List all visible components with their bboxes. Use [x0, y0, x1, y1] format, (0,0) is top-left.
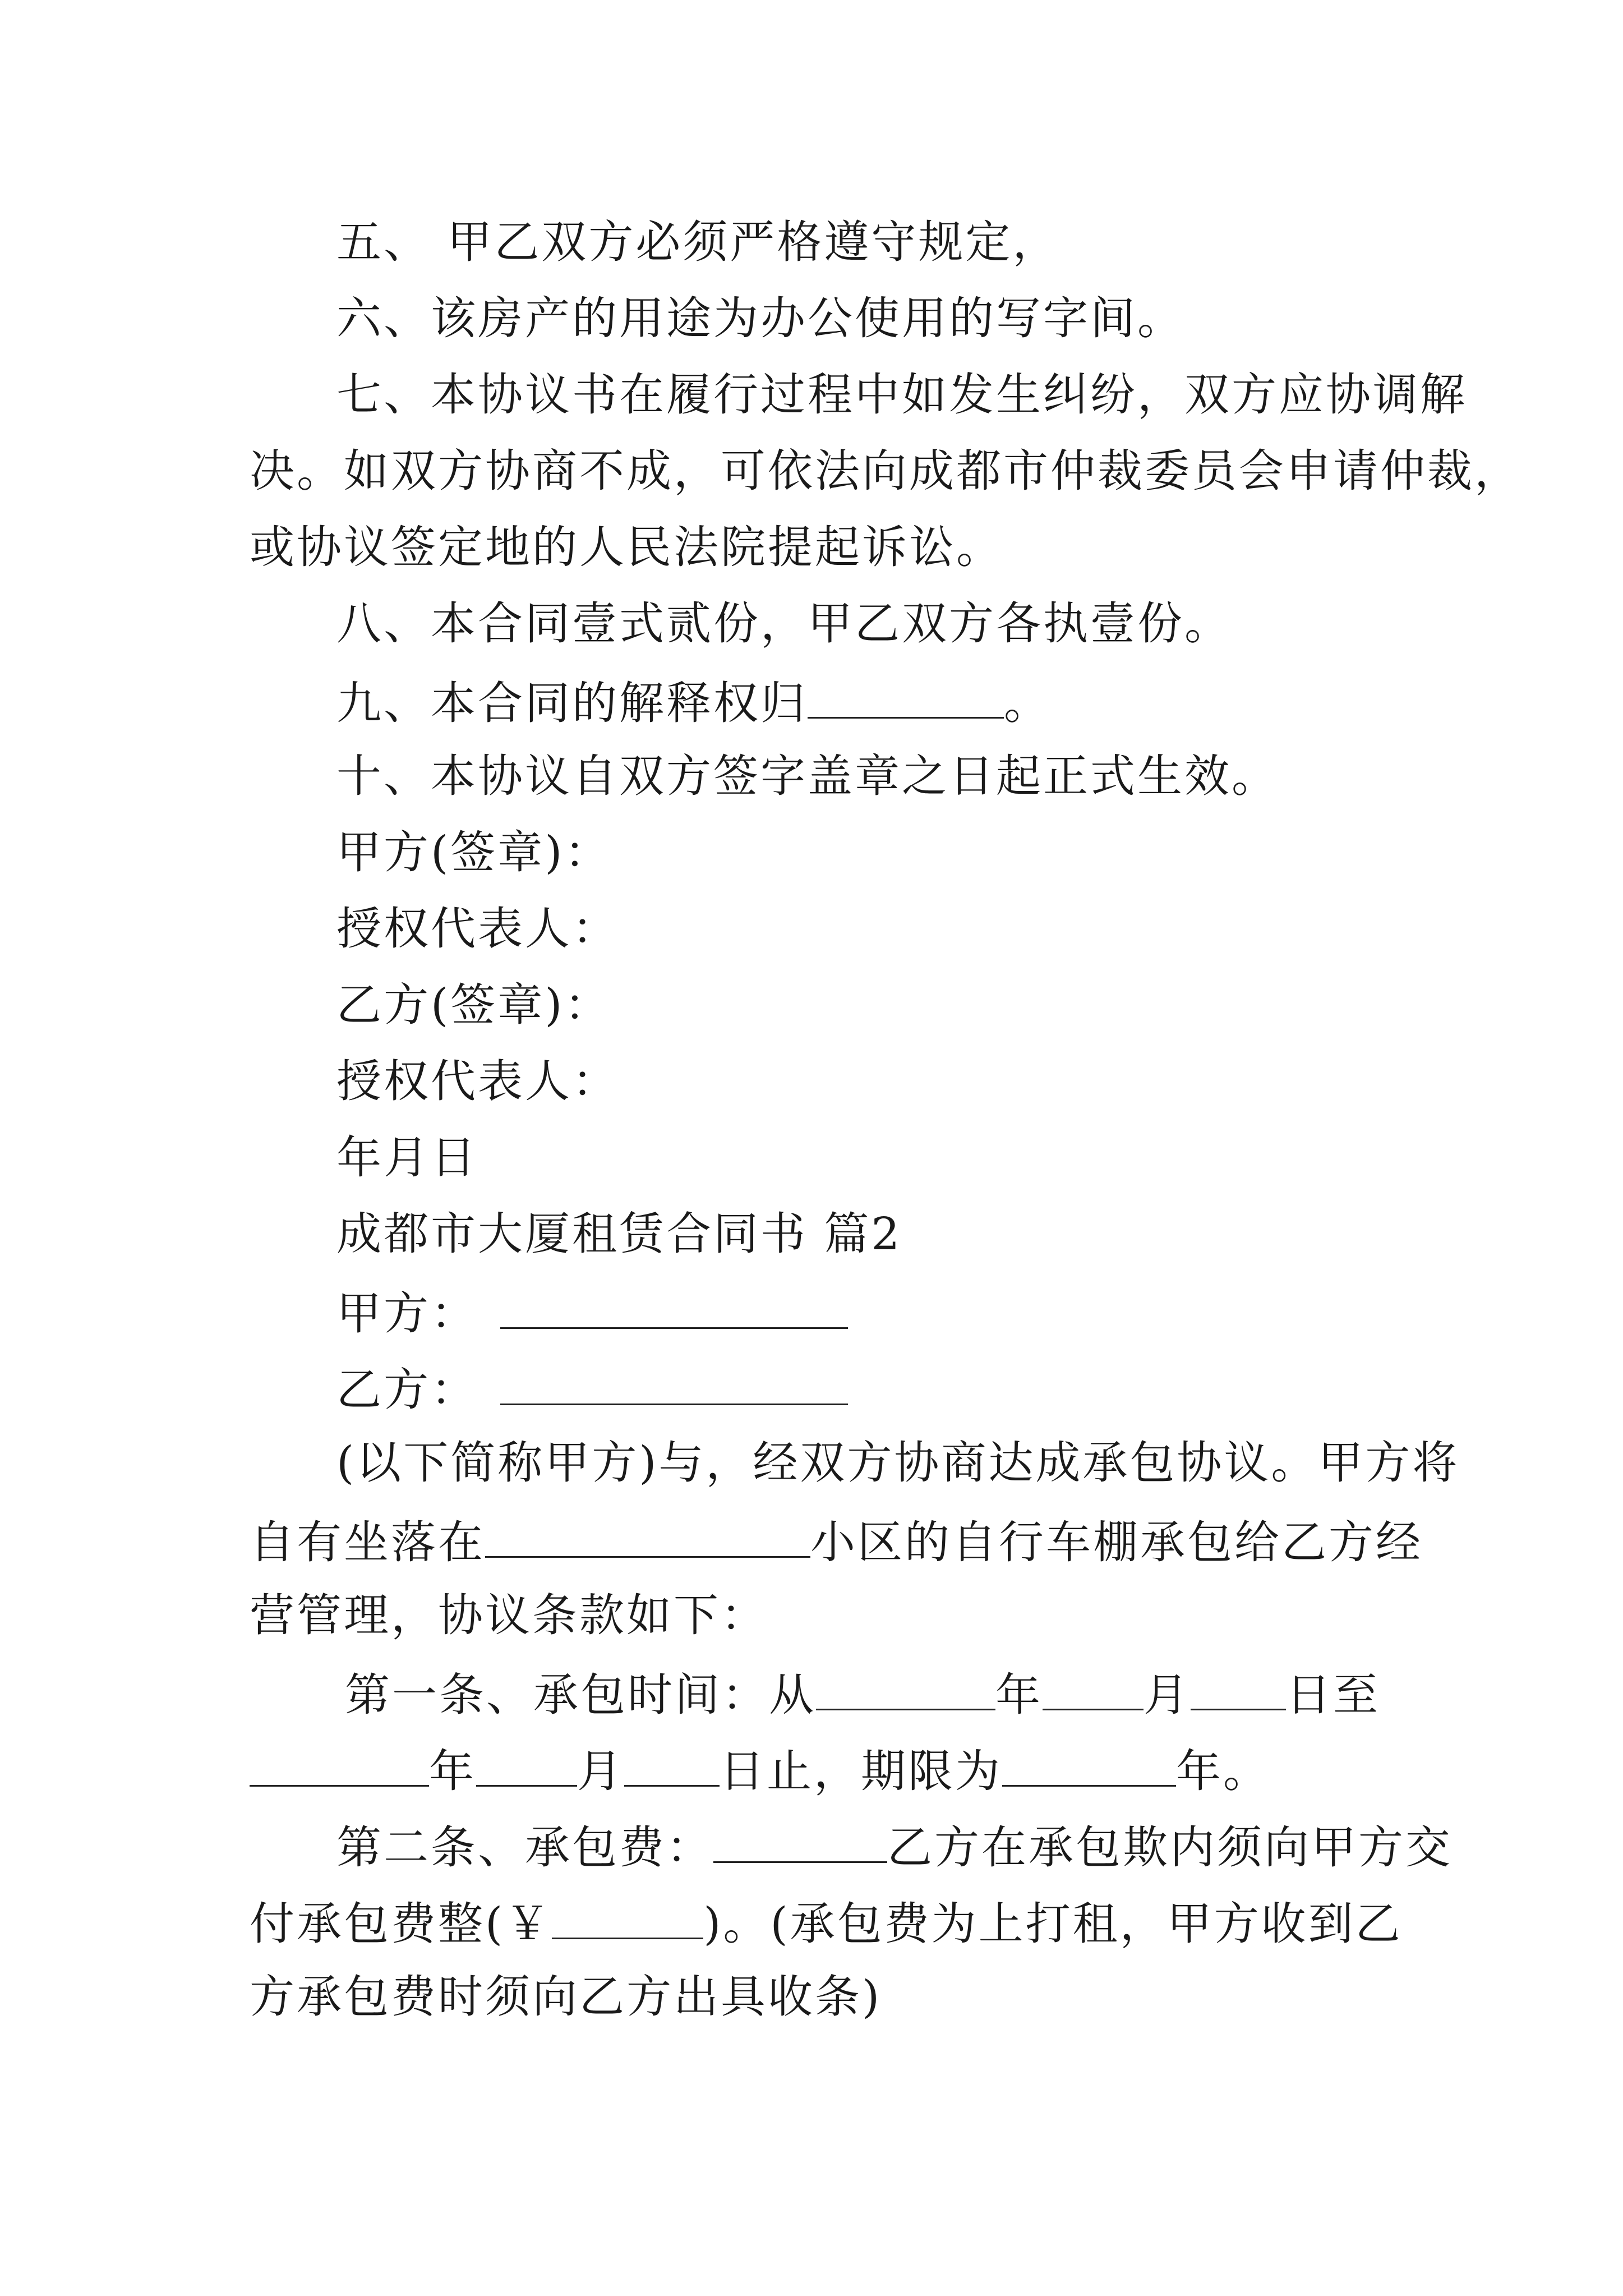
end-month-blank — [476, 1746, 577, 1787]
agreement-text-2a: 自有坐落在 — [250, 1516, 485, 1568]
article-2-line-2 — [250, 1898, 1403, 1950]
article-1-end-text: 日止，期限为 — [720, 1745, 1002, 1797]
start-year-blank — [816, 1669, 995, 1710]
article-1-day-label: 日至 — [1286, 1669, 1380, 1721]
end-day-blank — [624, 1746, 720, 1787]
party-b-blank — [500, 1364, 848, 1405]
clause-9 — [336, 677, 1051, 729]
agreement-line-1 — [336, 1437, 1460, 1489]
agreement-line-3 — [250, 1589, 768, 1641]
party-a-representative-label: 授权代表人： — [336, 903, 619, 955]
article-1-month-label: 月 — [1144, 1669, 1191, 1721]
party-b-representative — [336, 1055, 619, 1107]
article-1-line-2 — [250, 1745, 1270, 1797]
clause-10 — [336, 750, 1279, 802]
clause-9-end: 。 — [1004, 677, 1051, 729]
clause-8 — [336, 597, 1232, 650]
article-2-text-b: 乙方在承包欺内须向甲方交 — [887, 1821, 1453, 1874]
article-1-end-month-label: 月 — [577, 1745, 624, 1797]
party-a-line — [336, 1287, 848, 1340]
clause-6 — [336, 292, 1184, 344]
article-1-line-1 — [345, 1669, 1380, 1721]
article-2-text-e: 方承包费时须向乙方出具收条) — [250, 1971, 882, 2023]
clause-5 — [336, 216, 1060, 268]
article-2-text-a: 第二条、承包费： — [336, 1821, 713, 1874]
party-b-signature — [336, 979, 612, 1031]
fee-blank — [713, 1822, 887, 1863]
agreement-text-3: 营管理，协议条款如下： — [250, 1589, 768, 1641]
party-a-blank — [500, 1288, 848, 1329]
section-heading — [336, 1208, 902, 1260]
party-b-label: 乙方： — [336, 1364, 478, 1416]
interpretation-blank — [808, 678, 1004, 719]
party-b-signature-label: 乙方(签章)： — [336, 979, 612, 1031]
party-a-representative — [336, 903, 619, 955]
clause-7-text-2: 决。如双方协商不成，可依法向成都市仲裁委员会申请仲裁， — [250, 445, 1521, 497]
clause-7-line-1 — [336, 369, 1467, 421]
party-a-signature — [336, 826, 612, 878]
clause-5-text: 五、 甲乙双方必须严格遵守规定， — [336, 216, 1060, 268]
party-b-representative-label: 授权代表人： — [336, 1055, 619, 1107]
clause-8-text: 八、本合同壹式贰份，甲乙双方各执壹份。 — [336, 597, 1232, 650]
section-heading-text: 成都市大厦租赁合同书 篇2 — [336, 1208, 902, 1260]
agreement-line-2 — [250, 1516, 1423, 1568]
article-1-term-label: 年。 — [1176, 1745, 1270, 1797]
clause-10-text: 十、本协议自双方签字盖章之日起正式生效。 — [336, 750, 1279, 802]
clause-9-text: 九、本合同的解释权归 — [336, 677, 808, 729]
article-1-year-label: 年 — [995, 1669, 1043, 1721]
article-2-text-d: )。(承包费为上打租，甲方收到乙 — [703, 1898, 1403, 1950]
end-year-blank — [250, 1746, 429, 1787]
party-a-label: 甲方： — [336, 1287, 478, 1340]
location-blank — [485, 1517, 810, 1558]
clause-7-line-3 — [250, 521, 1003, 573]
clause-7-text-3: 或协议签定地的人民法院提起诉讼。 — [250, 521, 1003, 573]
party-a-signature-label: 甲方(签章)： — [336, 826, 612, 878]
article-2-line-3 — [250, 1971, 882, 2023]
fee-amount-blank — [552, 1898, 703, 1939]
date-label: 年月日 — [336, 1131, 478, 1184]
start-month-blank — [1043, 1669, 1144, 1710]
article-2-line-1 — [336, 1821, 1453, 1874]
article-1-text-a: 第一条、承包时间：从 — [345, 1669, 816, 1721]
start-day-blank — [1191, 1669, 1286, 1710]
clause-7-text-1: 七、本协议书在履行过程中如发生纠纷，双方应协调解 — [336, 369, 1467, 421]
article-2-text-c: 付承包费整(￥ — [250, 1898, 552, 1950]
clause-7-line-2 — [250, 445, 1521, 497]
date-line — [336, 1131, 478, 1184]
term-blank — [1002, 1746, 1176, 1787]
article-1-end-year-label: 年 — [429, 1745, 476, 1797]
agreement-text-1: (以下简称甲方)与，经双方协商达成承包协议。甲方将 — [336, 1437, 1460, 1489]
party-b-line — [336, 1364, 848, 1416]
clause-6-text: 六、该房产的用途为办公使用的写字间。 — [336, 292, 1184, 344]
agreement-text-2b: 小区的自行车棚承包给乙方经 — [810, 1516, 1423, 1568]
